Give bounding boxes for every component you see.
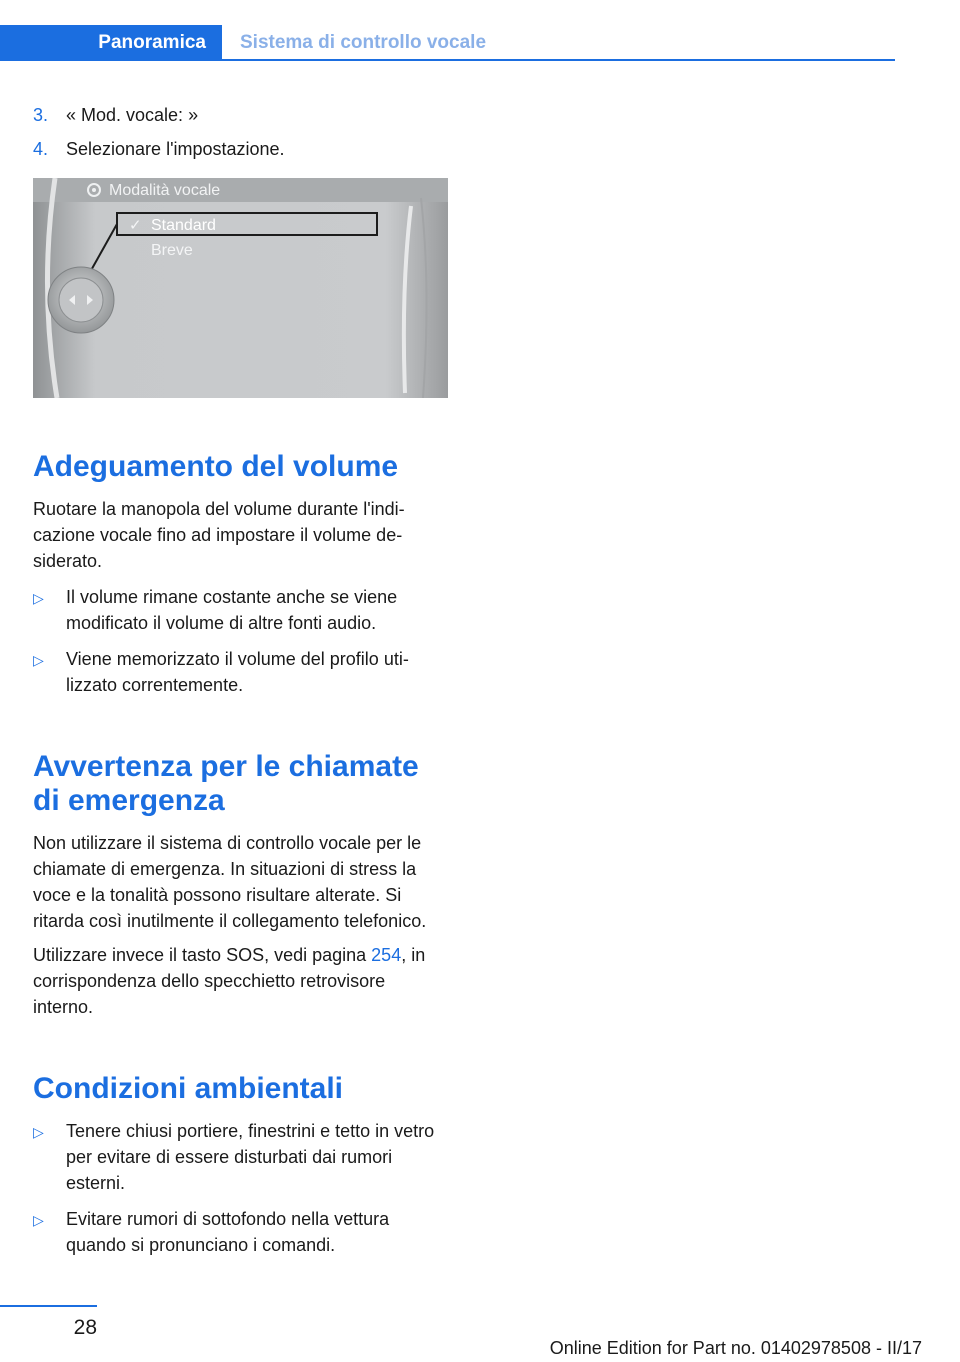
footer-rule [0,1305,97,1307]
bullet-text: Evitare rumori di sottofondo nella vettura quando si pronunciano i comandi. [66,1209,390,1255]
volume-bullet [33,584,448,636]
emergency-sos-note [33,942,448,1020]
step-4 [33,136,448,162]
step-text: Selezionare l'impostazione. [66,139,285,159]
content-column [33,102,448,1258]
sos-note-text: Utilizzare invece il tasto SOS, vedi pagina [33,945,372,965]
header-rule [0,59,895,61]
heading-volume: Adeguamento del volume [33,450,399,483]
heading-ambient: Condizioni ambientali [33,1072,344,1105]
step-3 [33,102,448,128]
bullet-text: Tenere chiusi portiere, finestrini e tetto in vetro per evitare di essere disturbati dai rumori esterni. [66,1121,435,1193]
header-tab-voice-control[interactable]: Sistema di controllo vocale [240,32,487,53]
bullet-text: Il volume rimane costante anche se viene modificato il volume di altre fonti audio. [66,587,398,633]
screen-option-breve: Breve [151,242,193,259]
ambient-bullet [33,1206,448,1258]
step-text: « Mod. vocale: » [66,105,199,125]
step-number: 3. [33,105,49,125]
edition-note: Online Edition for Part no. 01402978508 - II/17 [549,1338,922,1358]
page-reference-link[interactable]: 254 [371,945,402,965]
step-number: 4. [33,139,49,159]
page-header [0,25,895,61]
sos-note-text-end: , in corrispondenza dello specchietto retrovisore interno. [33,945,426,1017]
checkmark-icon: ✓ [129,216,142,234]
bullet-triangle-icon: ▷ [33,590,44,606]
voice-mode-screen-figure [33,178,448,398]
bullet-triangle-icon: ▷ [33,1212,44,1228]
bullet-triangle-icon: ▷ [33,1124,44,1140]
bullet-text: Viene memorizzato il volume del profilo utilizzato correntemente. [66,649,409,695]
volume-body: Ruotare la manopola del volume durante l'indicazione vocale fino ad impostare il volume desiderato. [33,499,405,571]
emergency-body: Non utilizzare il sistema di controllo vocale per le chiamate di emergenza. In situazioni di stress la voce e la tonalità possono risultare alterate. Si ritarda così inutilmente il collegamento telefonico. [33,833,427,931]
volume-bullet [33,646,448,698]
header-tab-panoramica[interactable]: Panoramica [0,25,222,61]
heading-emergency: Avvertenza per le chiamate di emergenza [33,750,419,817]
screen-title: Modalità vocale [109,182,221,199]
screen-option-standard: Standard [151,217,216,234]
page-number: 28 [73,1316,97,1339]
controller-knob-icon [48,267,114,333]
bullet-triangle-icon: ▷ [33,652,44,668]
ambient-bullet [33,1118,448,1196]
